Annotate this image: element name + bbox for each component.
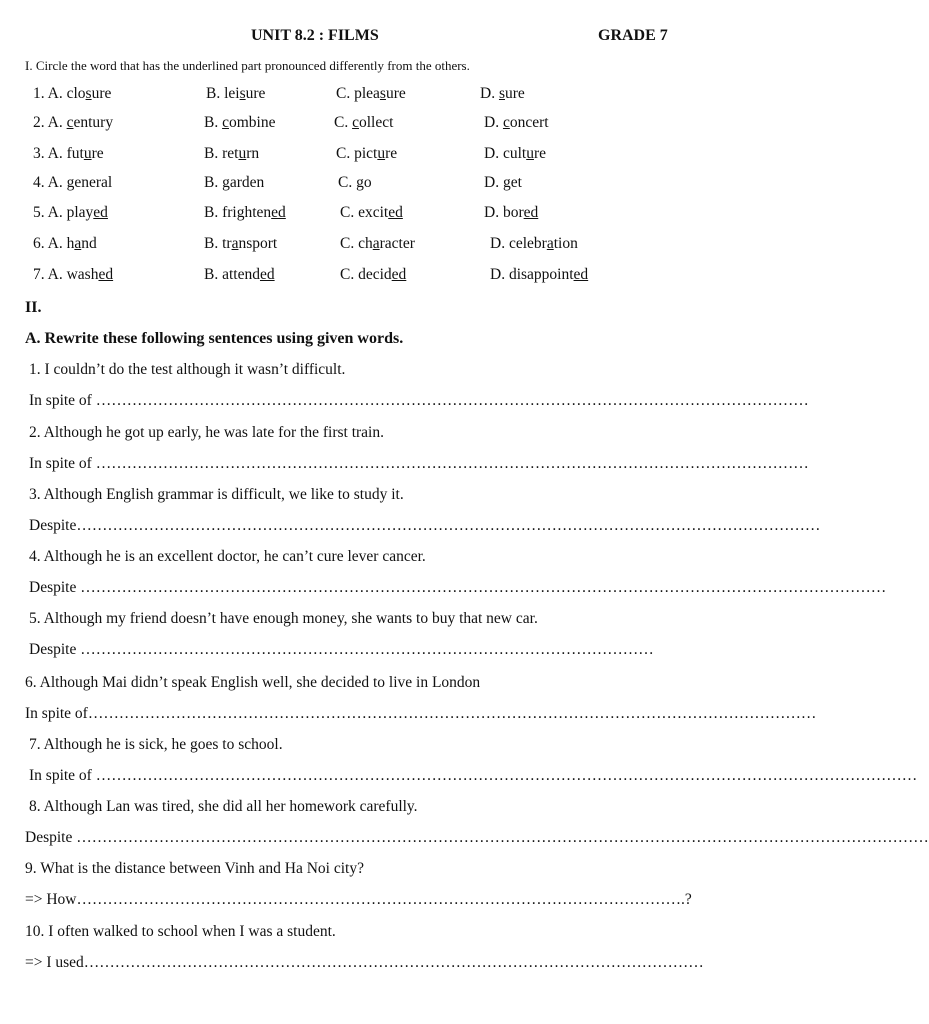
option-5-a[interactable]	[33, 204, 108, 222]
option-letter: A.	[47, 235, 63, 252]
answer-line[interactable]: => How……………………………………………………………………………………………………….?	[25, 891, 692, 908]
answer-line[interactable]: In spite of …………………………………………………………………………………………………………………………	[29, 392, 809, 409]
underlined-part: u	[377, 145, 386, 162]
word-suffix: tion	[553, 235, 578, 252]
underlined-part: c	[66, 114, 74, 131]
word-prefix: disappoint	[508, 266, 574, 283]
option-6-a[interactable]	[33, 235, 97, 253]
word-prefix: wash	[66, 266, 99, 283]
option-3-d[interactable]	[484, 145, 546, 163]
answer-line[interactable]: In spite of ……………………………………………………………………………………………………………………………………………	[29, 767, 918, 784]
answer-line[interactable]: Despite …………………………………………………………………………………………………	[29, 641, 654, 658]
option-4-d[interactable]	[484, 174, 522, 192]
underlined-part: ed	[573, 266, 589, 283]
rewrite-sentence: 10. I often walked to school when I was a student.	[25, 923, 336, 940]
word-prefix: lei	[224, 85, 240, 102]
option-5-d[interactable]	[484, 204, 538, 222]
underlined-part: g	[502, 174, 511, 191]
question-number: 4.	[33, 174, 45, 191]
underlined-part: ed	[271, 204, 286, 221]
word-prefix: bor	[502, 204, 524, 221]
option-letter: A.	[47, 174, 63, 191]
underlined-part: c	[502, 114, 510, 131]
word-prefix: excit	[358, 204, 389, 221]
option-1-b[interactable]	[206, 85, 265, 103]
option-6-c[interactable]	[340, 235, 415, 253]
option-letter: A.	[47, 266, 63, 283]
option-1-c[interactable]	[336, 85, 406, 103]
option-3-c[interactable]	[336, 145, 397, 163]
underlined-part: u	[83, 145, 92, 162]
rewrite-sentence: 2. Although he got up early, he was late for the first train.	[29, 424, 384, 441]
option-3-b[interactable]	[204, 145, 259, 163]
word-suffix: ure	[91, 85, 112, 102]
word-prefix: fut	[66, 145, 84, 162]
option-letter: C.	[336, 85, 351, 102]
option-letter: B.	[204, 145, 219, 162]
rewrite-sentence: 1. I couldn’t do the test although it wasn’t difficult.	[29, 361, 346, 378]
question-number: 5.	[33, 204, 45, 221]
word-suffix: et	[510, 174, 522, 191]
rewrite-sentence: 7. Although he is sick, he goes to school.	[29, 736, 283, 753]
option-6-d[interactable]	[490, 235, 578, 253]
underlined-part: ed	[259, 266, 275, 283]
word-prefix: h	[66, 235, 75, 252]
underlined-part: ed	[388, 204, 403, 221]
option-letter: C.	[338, 174, 353, 191]
rewrite-sentence: 3. Although English grammar is difficult, we like to study it.	[29, 486, 404, 503]
rewrite-sentence: 5. Although my friend doesn’t have enough money, she wants to buy that new car.	[29, 610, 538, 627]
underlined-part: s	[498, 85, 505, 102]
option-5-b[interactable]	[204, 204, 286, 222]
word-prefix: ch	[358, 235, 373, 252]
option-4-c[interactable]	[338, 174, 372, 192]
option-7-d[interactable]	[490, 266, 588, 284]
underlined-part: a	[372, 235, 380, 252]
underlined-part: s	[85, 85, 92, 102]
underlined-part: ed	[523, 204, 539, 221]
word-suffix: re	[91, 145, 104, 162]
word-suffix: arden	[229, 174, 265, 191]
word-suffix: o	[363, 174, 372, 191]
rewrite-sentence: 8. Although Lan was tired, she did all her homework carefully.	[29, 798, 418, 815]
word-prefix: ret	[222, 145, 239, 162]
underlined-part: ed	[391, 266, 407, 283]
word-suffix: entury	[73, 114, 114, 131]
underlined-part: g	[66, 174, 75, 191]
underlined-part: u	[526, 145, 534, 162]
page-title: UNIT 8.2 : FILMS	[251, 27, 379, 44]
underlined-part: g	[222, 174, 230, 191]
word-suffix: re	[385, 145, 398, 162]
underlined-part: a	[231, 235, 239, 252]
word-suffix: ure	[245, 85, 266, 102]
option-3-a[interactable]	[33, 145, 104, 163]
rewrite-sentence: 9. What is the distance between Vinh and Ha Noi city?	[25, 860, 364, 877]
word-suffix: eneral	[74, 174, 113, 191]
option-4-a[interactable]	[33, 174, 112, 192]
word-suffix: ure	[505, 85, 525, 102]
option-letter: A.	[47, 114, 63, 131]
answer-line[interactable]: Despite …………………………………………………………………………………………………………………………………………………	[25, 829, 929, 846]
option-7-a[interactable]	[33, 266, 113, 284]
option-letter: A.	[47, 204, 63, 221]
word-suffix: ombine	[228, 114, 276, 131]
answer-line[interactable]: In spite of …………………………………………………………………………………………………………………………	[29, 455, 809, 472]
option-letter: B.	[206, 85, 221, 102]
section2-heading: II.	[25, 299, 42, 316]
option-letter: B.	[204, 174, 219, 191]
question-number: 2.	[33, 114, 45, 131]
word-suffix: racter	[379, 235, 415, 252]
underlined-part: s	[379, 85, 386, 102]
option-letter: B.	[204, 235, 219, 252]
option-6-b[interactable]	[204, 235, 277, 253]
option-letter: D.	[484, 174, 500, 191]
word-prefix: attend	[222, 266, 260, 283]
word-prefix: play	[66, 204, 94, 221]
option-letter: D.	[490, 235, 506, 252]
option-letter: C.	[334, 114, 349, 131]
rewrite-sentence: 6. Although Mai didn’t speak English well, she decided to live in London	[25, 674, 481, 691]
word-prefix: decid	[358, 266, 392, 283]
option-letter: B.	[204, 204, 219, 221]
section2-subheading: A. Rewrite these following sentences using given words.	[25, 330, 404, 347]
option-letter: C.	[340, 204, 355, 221]
underlined-part: a	[74, 235, 82, 252]
option-letter: B.	[204, 114, 219, 131]
option-letter: D.	[484, 204, 500, 221]
option-7-b[interactable]	[204, 266, 275, 284]
option-7-c[interactable]	[340, 266, 406, 284]
grade-label: GRADE 7	[598, 27, 668, 44]
answer-line[interactable]: Despite………………………………………………………………………………………………………………………………	[29, 517, 821, 534]
option-letter: D.	[490, 266, 506, 283]
option-letter: A.	[47, 145, 63, 162]
option-2-d[interactable]	[484, 114, 549, 132]
answer-line[interactable]: Despite …………………………………………………………………………………………………………………………………………	[29, 579, 887, 596]
question-number: 3.	[33, 145, 45, 162]
underlined-part: c	[352, 114, 359, 131]
option-letter: D.	[484, 145, 500, 162]
word-prefix: tr	[222, 235, 232, 252]
option-letter: D.	[480, 85, 496, 102]
option-2-c[interactable]	[334, 114, 393, 132]
word-suffix: rn	[246, 145, 260, 162]
option-5-c[interactable]	[340, 204, 403, 222]
option-letter: D.	[484, 114, 500, 131]
option-letter: C.	[340, 235, 355, 252]
word-suffix: nsport	[238, 235, 278, 252]
option-4-b[interactable]	[204, 174, 264, 192]
underlined-part: ed	[93, 204, 108, 221]
option-letter: C.	[336, 145, 351, 162]
option-letter: C.	[340, 266, 355, 283]
option-letter: B.	[204, 266, 219, 283]
question-number: 1.	[33, 85, 45, 102]
underlined-part: a	[546, 235, 554, 252]
underlined-part: c	[222, 114, 229, 131]
option-1-d[interactable]	[480, 85, 525, 103]
underlined-part: u	[238, 145, 247, 162]
underlined-part: g	[356, 174, 364, 191]
option-2-b[interactable]	[204, 114, 275, 132]
option-2-a[interactable]	[33, 114, 113, 132]
rewrite-sentence: 4. Although he is an excellent doctor, he can’t cure lever cancer.	[29, 548, 426, 565]
word-suffix: ure	[385, 85, 406, 102]
answer-line[interactable]: => I used…………………………………………………………………………………………………………	[25, 954, 704, 971]
word-suffix: re	[533, 145, 546, 162]
word-suffix: ollect	[358, 114, 394, 131]
underlined-part: s	[239, 85, 246, 102]
question-number: 6.	[33, 235, 45, 252]
question-number: 7.	[33, 266, 45, 283]
word-prefix: cult	[502, 145, 527, 162]
answer-line[interactable]: In spite of……………………………………………………………………………………………………………………………	[25, 705, 817, 722]
word-suffix: oncert	[509, 114, 549, 131]
underlined-part: ed	[98, 266, 114, 283]
section1-instruction: I. Circle the word that has the underlined part pronounced differently from the others.	[25, 58, 470, 73]
word-prefix: frighten	[222, 204, 272, 221]
word-suffix: nd	[81, 235, 97, 252]
option-1-a[interactable]	[33, 85, 111, 103]
word-prefix: clo	[66, 85, 86, 102]
word-prefix: celebr	[508, 235, 547, 252]
word-prefix: plea	[354, 85, 380, 102]
option-letter: A.	[47, 85, 63, 102]
word-prefix: pict	[354, 145, 378, 162]
